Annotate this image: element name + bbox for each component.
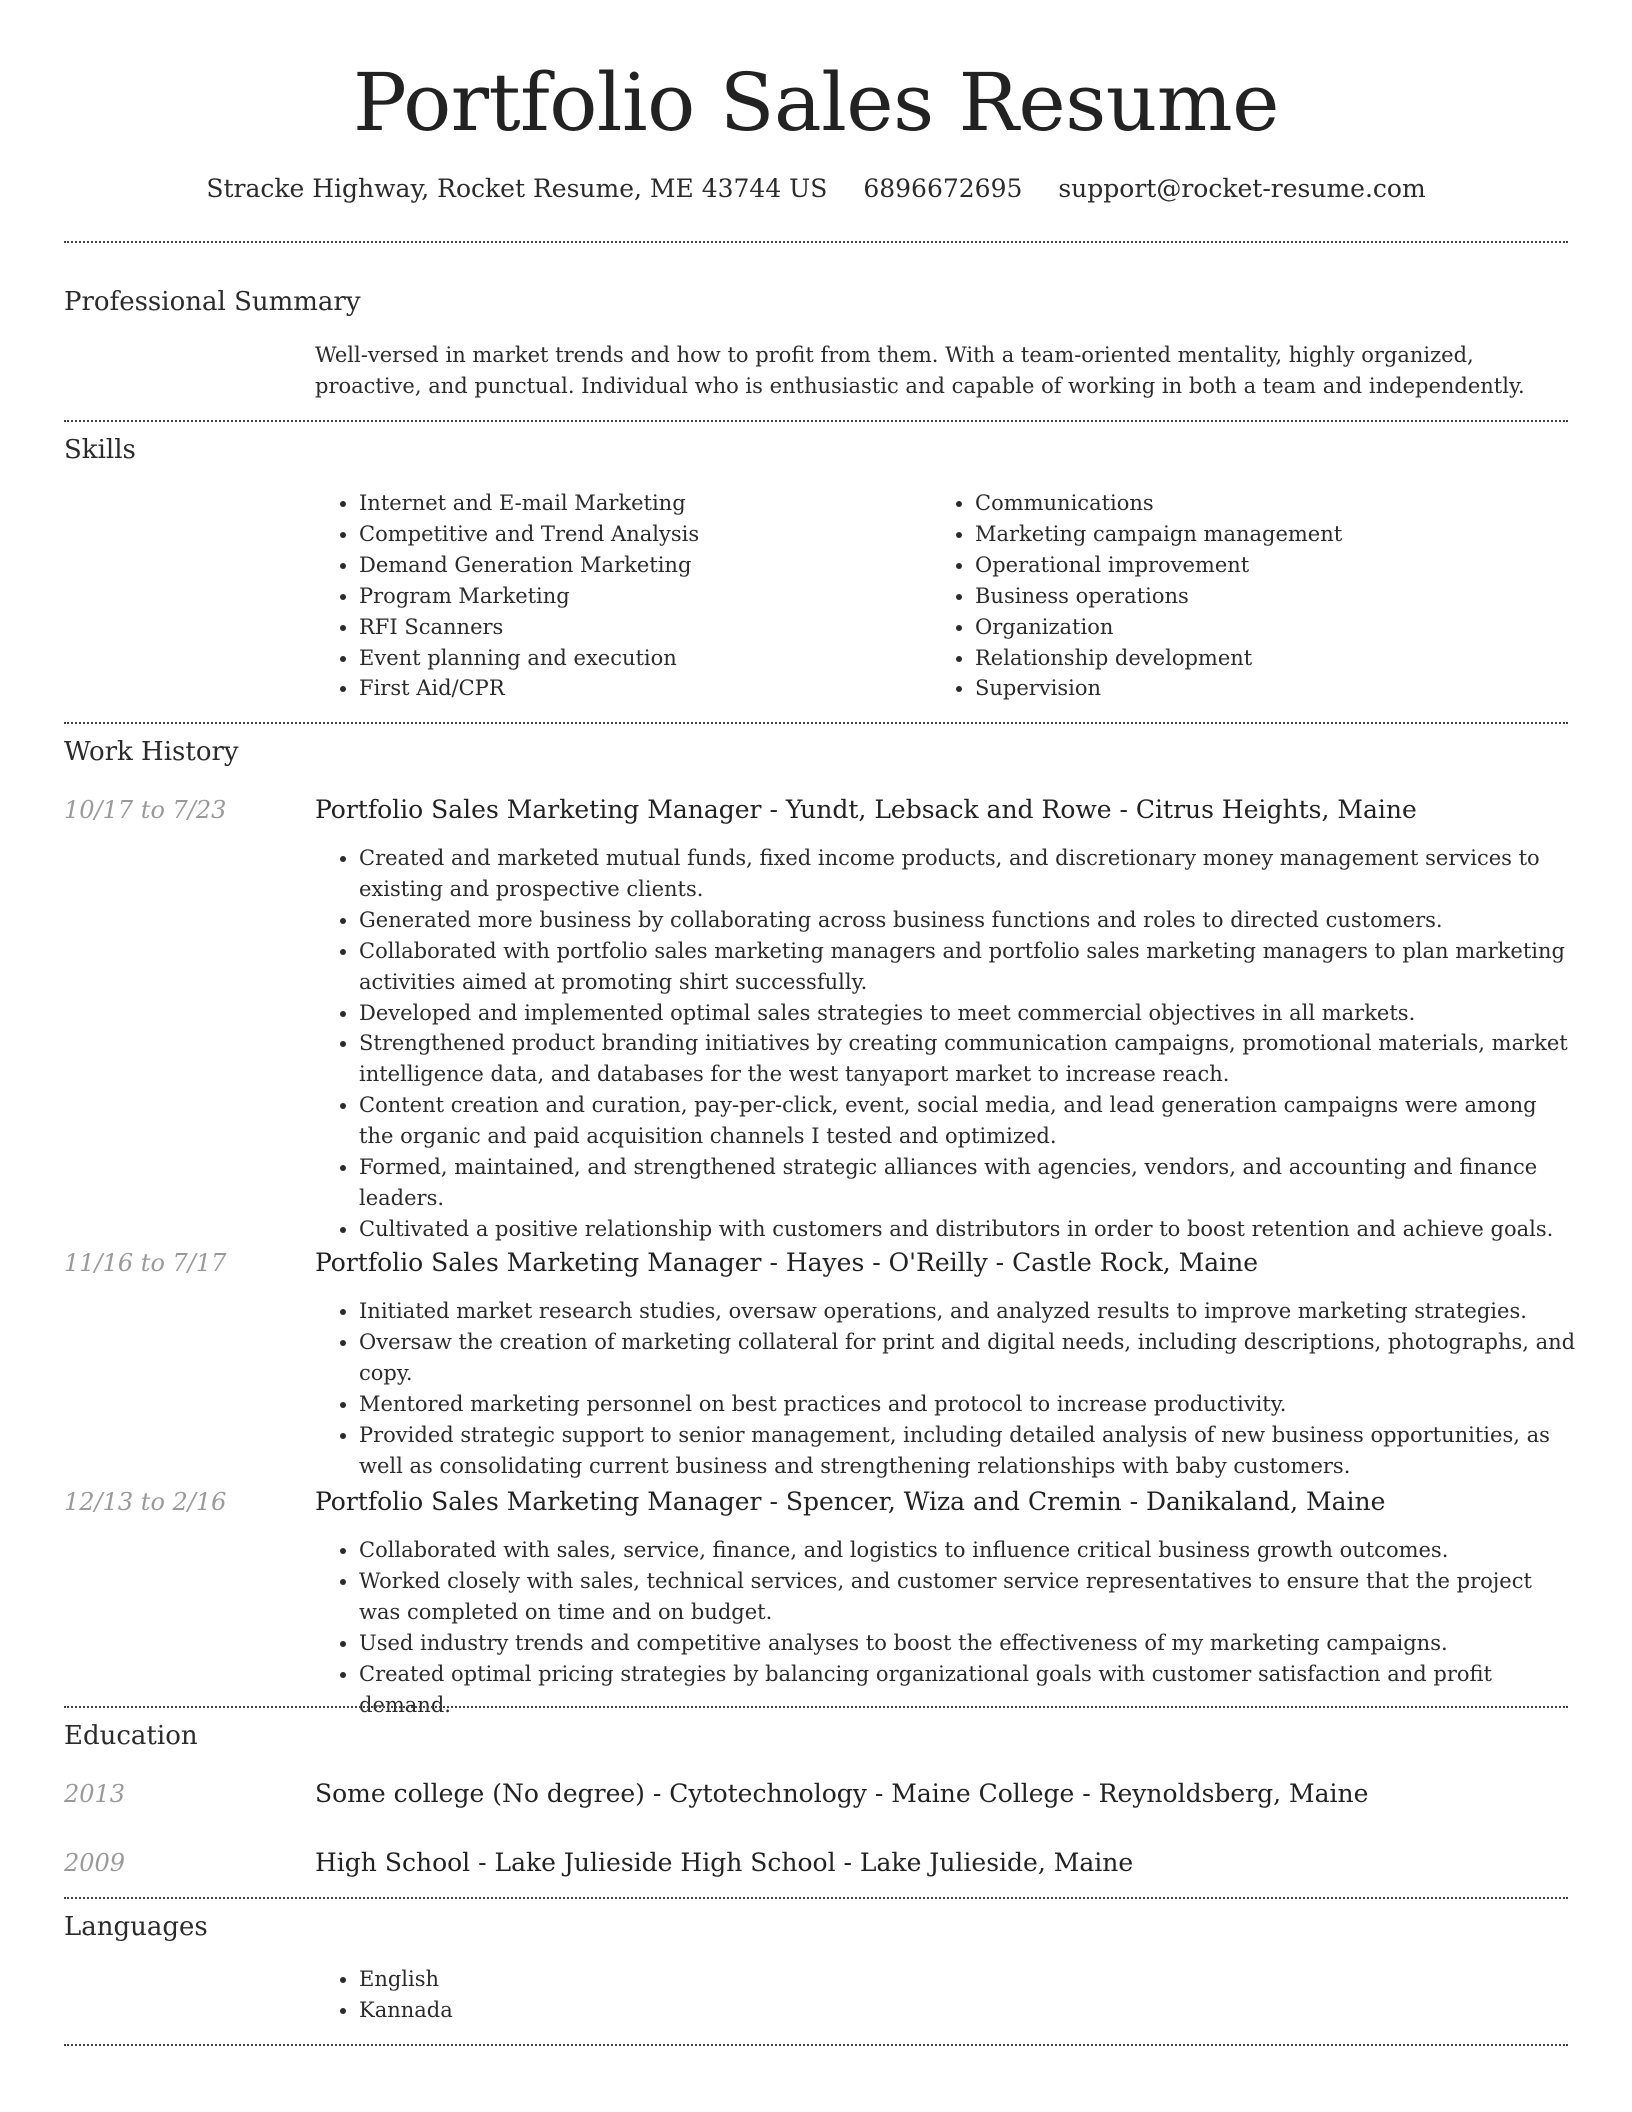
job-bullet: • Formed, maintained, and strengthened strategic alliances with agencies, vendors, and accounting and finance leaders. [359,1152,1577,1214]
section-title-summary: Professional Summary [64,287,361,317]
job-bullets [315,1296,1577,1481]
divider [64,2044,1568,2046]
job-bullet: • Initiated market research studies, oversaw operations, and analyzed results to improve marketing strategies. [359,1296,1577,1327]
job-bullet: • Developed and implemented optimal sales strategies to meet commercial objectives in all markets. [359,998,1577,1029]
skill-item: • Relationship development [975,643,1551,674]
job-bullet: • Cultivated a positive relationship with customers and distributors in order to boost retention and achieve goals. [359,1214,1577,1245]
skill-item: • Competitive and Trend Analysis [359,519,915,550]
job-dates: 12/13 to 2/16 [64,1488,227,1516]
phone: 6896672695 [863,174,1023,203]
divider [64,722,1568,724]
education-entry: High School - Lake Julieside High School - Lake Julieside, Maine [315,1848,1134,1877]
summary-text: Well-versed in market trends and how to profit from them. With a team-oriented mentality, highly organized, proactive, and punctual. Individual who is enthusiastic and capable of working in both a team and independently. [315,343,1525,398]
skills-right-column [931,488,1551,704]
job-bullets [315,1535,1577,1720]
skill-item: • First Aid/CPR [359,673,915,704]
skill-item: • Internet and E-mail Marketing [359,488,915,519]
job-bullet: • Mentored marketing personnel on best practices and protocol to increase productivity. [359,1389,1577,1420]
job-bullet: • Collaborated with sales, service, finance, and logistics to influence critical business growth outcomes. [359,1535,1577,1566]
skill-item: • Communications [975,488,1551,519]
job-bullet: • Strengthened product branding initiatives by creating communication campaigns, promotional materials, market intelligence data, and databases for the west tanyaport market to increase reach. [359,1028,1577,1090]
education-entry: Some college (No degree) - Cytotechnology - Maine College - Reynoldsberg, Maine [315,1779,1369,1808]
section-title-work: Work History [64,737,239,767]
section-title-skills: Skills [64,435,136,465]
job-dates: 10/17 to 7/23 [64,796,227,824]
education-year: 2009 [64,1849,126,1877]
skills-left-column [315,488,915,704]
job-bullet: • Created and marketed mutual funds, fixed income products, and discretionary money management services to existing and prospective clients. [359,843,1577,905]
skill-item: • Business operations [975,581,1551,612]
job-bullet: • Collaborated with portfolio sales marketing managers and portfolio sales marketing managers to plan marketing activities aimed at promoting shirt successfully. [359,936,1577,998]
divider [64,241,1568,243]
skill-item: • Organization [975,612,1551,643]
education-year: 2013 [64,1780,126,1808]
job-bullet: • Used industry trends and competitive analyses to boost the effectiveness of my marketing campaigns. [359,1628,1577,1659]
job-bullet: • Content creation and curation, pay-per-click, event, social media, and lead generation campaigns were among the organic and paid acquisition channels I tested and optimized. [359,1090,1577,1152]
divider [64,420,1568,422]
skill-item: • Program Marketing [359,581,915,612]
section-title-languages: Languages [64,1912,208,1942]
languages-list [315,1964,1577,2026]
job-dates: 11/16 to 7/17 [64,1249,227,1277]
skill-item: • Demand Generation Marketing [359,550,915,581]
job-bullet: • Created optimal pricing strategies by balancing organizational goals with customer satisfaction and profit demand. [359,1659,1577,1721]
contact-line [64,168,1568,210]
skill-item: • RFI Scanners [359,612,915,643]
job-bullet: • Provided strategic support to senior management, including detailed analysis of new business opportunities, as well as consolidating current business and strengthening relationships with baby customers. [359,1420,1577,1482]
language-item: • Kannada [359,1995,1577,2026]
skill-item: • Marketing campaign management [975,519,1551,550]
section-title-education: Education [64,1721,198,1751]
divider [64,1897,1568,1899]
resume-title: Portfolio Sales Resume [353,56,1279,149]
job-heading: Portfolio Sales Marketing Manager - Spencer, Wiza and Cremin - Danikaland, Maine [315,1487,1386,1516]
divider [64,1706,1568,1708]
skill-item: • Supervision [975,673,1551,704]
job-bullet: • Worked closely with sales, technical services, and customer service representatives to ensure that the project was completed on time and on budget. [359,1566,1577,1628]
job-bullets [315,843,1577,1245]
job-bullet: • Generated more business by collaborating across business functions and roles to directed customers. [359,905,1577,936]
job-bullet: • Oversaw the creation of marketing collateral for print and digital needs, including descriptions, photographs, and copy. [359,1327,1577,1389]
skill-item: • Operational improvement [975,550,1551,581]
job-heading: Portfolio Sales Marketing Manager - Yundt, Lebsack and Rowe - Citrus Heights, Maine [315,795,1417,824]
language-item: • English [359,1964,1577,1995]
email: support@rocket-resume.com [1058,174,1426,203]
skill-item: • Event planning and execution [359,643,915,674]
address: Stracke Highway, Rocket Resume, ME 43744 US [206,174,828,203]
job-heading: Portfolio Sales Marketing Manager - Hayes - O'Reilly - Castle Rock, Maine [315,1248,1259,1277]
